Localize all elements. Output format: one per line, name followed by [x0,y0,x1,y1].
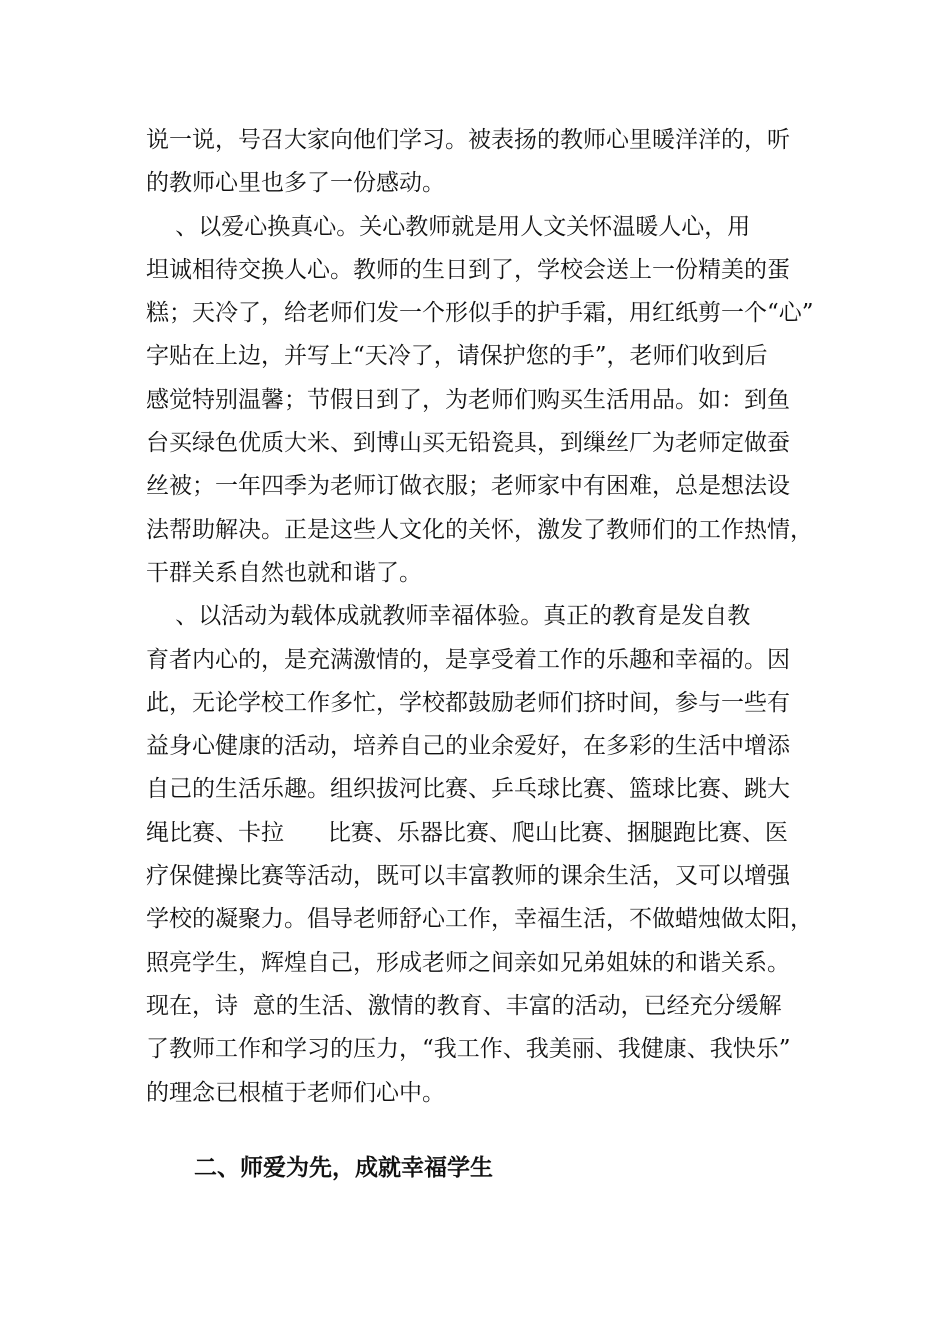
text-line: 台买绿色优质大米、到博山买无铅瓷具，到缫丝厂为老师定做蚕 [146,430,790,457]
text-line: 了教师工作和学习的压力，“我工作、我美丽、我健康、我快乐” [146,1036,791,1063]
text-line: 疗保健操比赛等活动，既可以丰富教师的课余生活，又可以增强 [146,863,790,890]
text-line: 益身心健康的活动，培养自己的业余爱好，在多彩的生活中增添 [146,733,790,760]
text-line: 感觉特别温馨；节假日到了，为老师们购买生活用品。如：到鱼 [146,386,790,413]
text-line: 绳比赛、卡拉 比赛、乐器比赛、爬山比赛、捆腿跑比赛、医 [146,819,788,846]
text-line: 学校的凝聚力。倡导老师舒心工作，幸福生活，不做蜡烛做太阳， [146,906,813,933]
text-line: 、以爱心换真心。关心教师就是用人文关怀温暖人心，用 [146,213,751,240]
text-line: 丝被；一年四季为老师订做衣服；老师家中有困难，总是想法设 [146,473,790,500]
text-line: 糕；天冷了，给老师们发一个形似手的护手霜，用红纸剪一个“心” [146,300,814,327]
text-line: 自己的生活乐趣。组织拔河比赛、乒乓球比赛、篮球比赛、跳大 [146,776,790,803]
body-text [146,119,816,1115]
section-heading: 二、师爱为先，成就幸福学生 [194,1155,493,1181]
text-line: 干群关系自然也就和谐了。 [146,559,422,586]
text-line: 此，无论学校工作多忙，学校都鼓励老师们挤时间，参与一些有 [146,689,790,716]
text-line: 的理念已根植于老师们心中。 [146,1079,445,1106]
text-line: 照亮学生，辉煌自己，形成老师之间亲如兄弟姐妹的和谐关系。 [146,949,790,976]
text-line: 坦诚相待交换人心。教师的生日到了，学校会送上一份精美的蛋 [146,256,790,283]
text-line: 字贴在上边，并写上“天冷了，请保护您的手”，老师们收到后 [146,343,768,370]
text-line: 育者内心的，是充满激情的，是享受着工作的乐趣和幸福的。因 [146,646,790,673]
text-line: 法帮助解决。正是这些人文化的关怀，激发了教师们的工作热情， [146,516,813,543]
text-line: 、以活动为载体成就教师幸福体验。真正的教育是发自教 [146,603,751,630]
text-line: 现在，诗 意的生活、激情的教育、丰富的活动，已经充分缓解 [146,992,782,1019]
text-line: 说一说，号召大家向他们学习。被表扬的教师心里暖洋洋的，听 [146,127,790,153]
text-line: 的教师心里也多了一份感动。 [146,170,445,197]
